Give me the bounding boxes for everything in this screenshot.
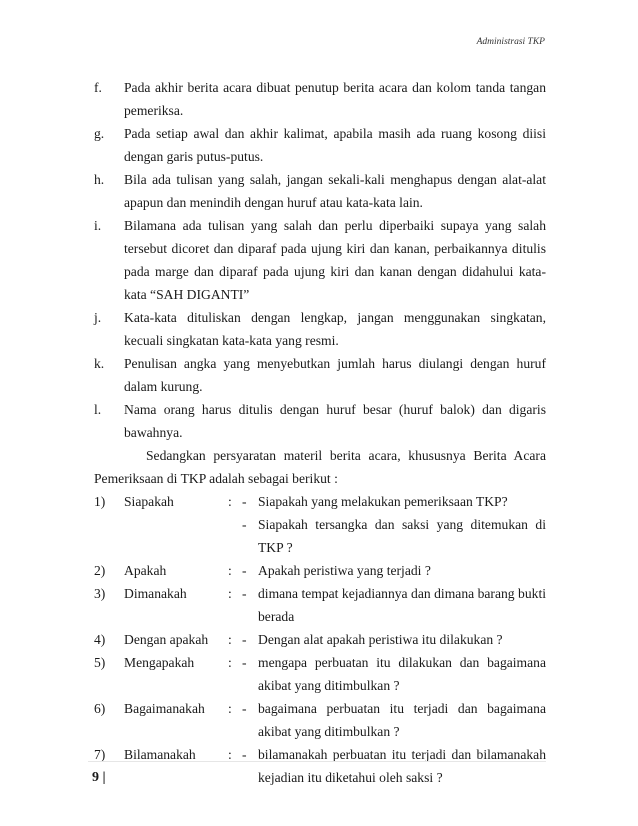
list-item-text: Penulisan angka yang menyebutkan jumlah harus diulangi dengan huruf dalam kurung. xyxy=(124,356,546,394)
value-text: Siapakah tersangka dan saksi yang ditemukan di TKP ? xyxy=(258,517,546,555)
requirement-number: 5) xyxy=(94,655,106,670)
value-text: Siapakah yang melakukan pemeriksaan TKP? xyxy=(258,494,508,509)
requirement-value xyxy=(242,697,546,743)
requirement-colon: : xyxy=(228,747,232,762)
requirement-values xyxy=(242,559,546,582)
requirement-row xyxy=(94,628,546,651)
value-text: dimana tempat kejadiannya dan dimana barang bukti berada xyxy=(258,586,546,624)
requirement-value xyxy=(242,743,546,789)
requirement-values xyxy=(242,697,546,743)
list-item-text: Pada akhir berita acara dibuat penutup berita acara dan kolom tanda tangan pemeriksa. xyxy=(124,80,546,118)
list-marker: h. xyxy=(94,172,105,187)
requirement-number: 7) xyxy=(94,747,106,762)
requirement-row xyxy=(94,743,546,789)
value-dash: - xyxy=(242,747,247,762)
requirement-number: 3) xyxy=(94,586,106,601)
requirement-number: 4) xyxy=(94,632,106,647)
list-marker: l. xyxy=(94,402,102,417)
requirement-question: Dengan apakah xyxy=(124,632,209,647)
list-item xyxy=(94,168,546,214)
list-marker: f. xyxy=(94,80,102,95)
requirement-question: Apakah xyxy=(124,563,167,578)
requirement-colon: : xyxy=(228,632,232,647)
footer-divider xyxy=(88,761,546,762)
requirement-value xyxy=(242,582,546,628)
value-dash: - xyxy=(242,517,247,532)
requirement-value xyxy=(242,628,546,651)
list-marker: i. xyxy=(94,218,102,233)
list-item xyxy=(94,352,546,398)
list-marker: j. xyxy=(94,310,102,325)
requirement-row xyxy=(94,697,546,743)
running-header: Administrasi TKP xyxy=(476,37,545,47)
requirement-number: 2) xyxy=(94,563,106,578)
list-item xyxy=(94,306,546,352)
requirement-colon: : xyxy=(228,586,232,601)
requirement-question: Dimanakah xyxy=(124,586,187,601)
requirement-values xyxy=(242,743,546,789)
value-dash: - xyxy=(242,701,247,716)
page-content xyxy=(94,76,546,789)
value-dash: - xyxy=(242,655,247,670)
requirement-values xyxy=(242,628,546,651)
requirement-question: Bagaimanakah xyxy=(124,701,205,716)
intro-paragraph: Sedangkan persyaratan materil berita acara, khususnya Berita Acara Pemeriksaan di TKP adalah sebagai berikut : xyxy=(94,448,546,486)
value-text: bagaimana perbuatan itu terjadi dan bagaimana akibat yang ditimbulkan ? xyxy=(258,701,546,739)
requirement-values xyxy=(242,651,546,697)
requirement-row xyxy=(94,651,546,697)
lettered-list xyxy=(94,76,546,444)
value-text: bilamanakah perbuatan itu terjadi dan bilamanakah kejadian itu diketahui oleh saksi ? xyxy=(258,747,546,785)
list-marker: k. xyxy=(94,356,105,371)
list-item-text: Nama orang harus ditulis dengan huruf besar (huruf balok) dan digaris bawahnya. xyxy=(124,402,546,440)
list-item xyxy=(94,214,546,306)
value-dash: - xyxy=(242,563,247,578)
list-item-text: Bila ada tulisan yang salah, jangan sekali-kali menghapus dengan alat-alat apapun dan menindih dengan huruf atau kata-kata lain. xyxy=(124,172,546,210)
page-number: 9 | xyxy=(92,770,106,785)
value-dash: - xyxy=(242,586,247,601)
list-marker: g. xyxy=(94,126,105,141)
list-item xyxy=(94,398,546,444)
value-text: mengapa perbuatan itu dilakukan dan bagaimana akibat yang ditimbulkan ? xyxy=(258,655,546,693)
requirement-row xyxy=(94,490,546,559)
list-item-text: Pada setiap awal dan akhir kalimat, apabila masih ada ruang kosong diisi dengan garis putus-putus. xyxy=(124,126,546,164)
requirement-row xyxy=(94,582,546,628)
requirement-question: Siapakah xyxy=(124,494,174,509)
list-item xyxy=(94,122,546,168)
requirement-question: Mengapakah xyxy=(124,655,195,670)
requirement-question: Bilamanakah xyxy=(124,747,196,762)
requirement-value xyxy=(242,490,546,513)
list-item-text: Kata-kata dituliskan dengan lengkap, jangan menggunakan singkatan, kecuali singkatan kata-kata yang resmi. xyxy=(124,310,546,348)
requirement-colon: : xyxy=(228,655,232,670)
value-dash: - xyxy=(242,494,247,509)
list-item-text: Bilamana ada tulisan yang salah dan perlu diperbaiki supaya yang salah tersebut dicoret dan diparaf pada ujung kiri dan kanan, perbaikannya ditulis pada marge dan diparaf pada ujung kiri dan kanan dengan didahului kata-kata “SAH DIGANTI” xyxy=(124,218,546,302)
requirement-value xyxy=(242,513,546,559)
requirement-value xyxy=(242,651,546,697)
list-item xyxy=(94,76,546,122)
value-dash: - xyxy=(242,632,247,647)
value-text: Dengan alat apakah peristiwa itu dilakukan ? xyxy=(258,632,503,647)
requirement-values xyxy=(242,490,546,559)
requirement-colon: : xyxy=(228,563,232,578)
requirement-value xyxy=(242,559,546,582)
requirement-number: 1) xyxy=(94,494,106,509)
requirement-colon: : xyxy=(228,701,232,716)
requirement-values xyxy=(242,582,546,628)
requirement-row xyxy=(94,559,546,582)
requirement-number: 6) xyxy=(94,701,106,716)
value-text: Apakah peristiwa yang terjadi ? xyxy=(258,563,431,578)
requirements-list xyxy=(94,490,546,789)
requirement-colon: : xyxy=(228,494,232,509)
